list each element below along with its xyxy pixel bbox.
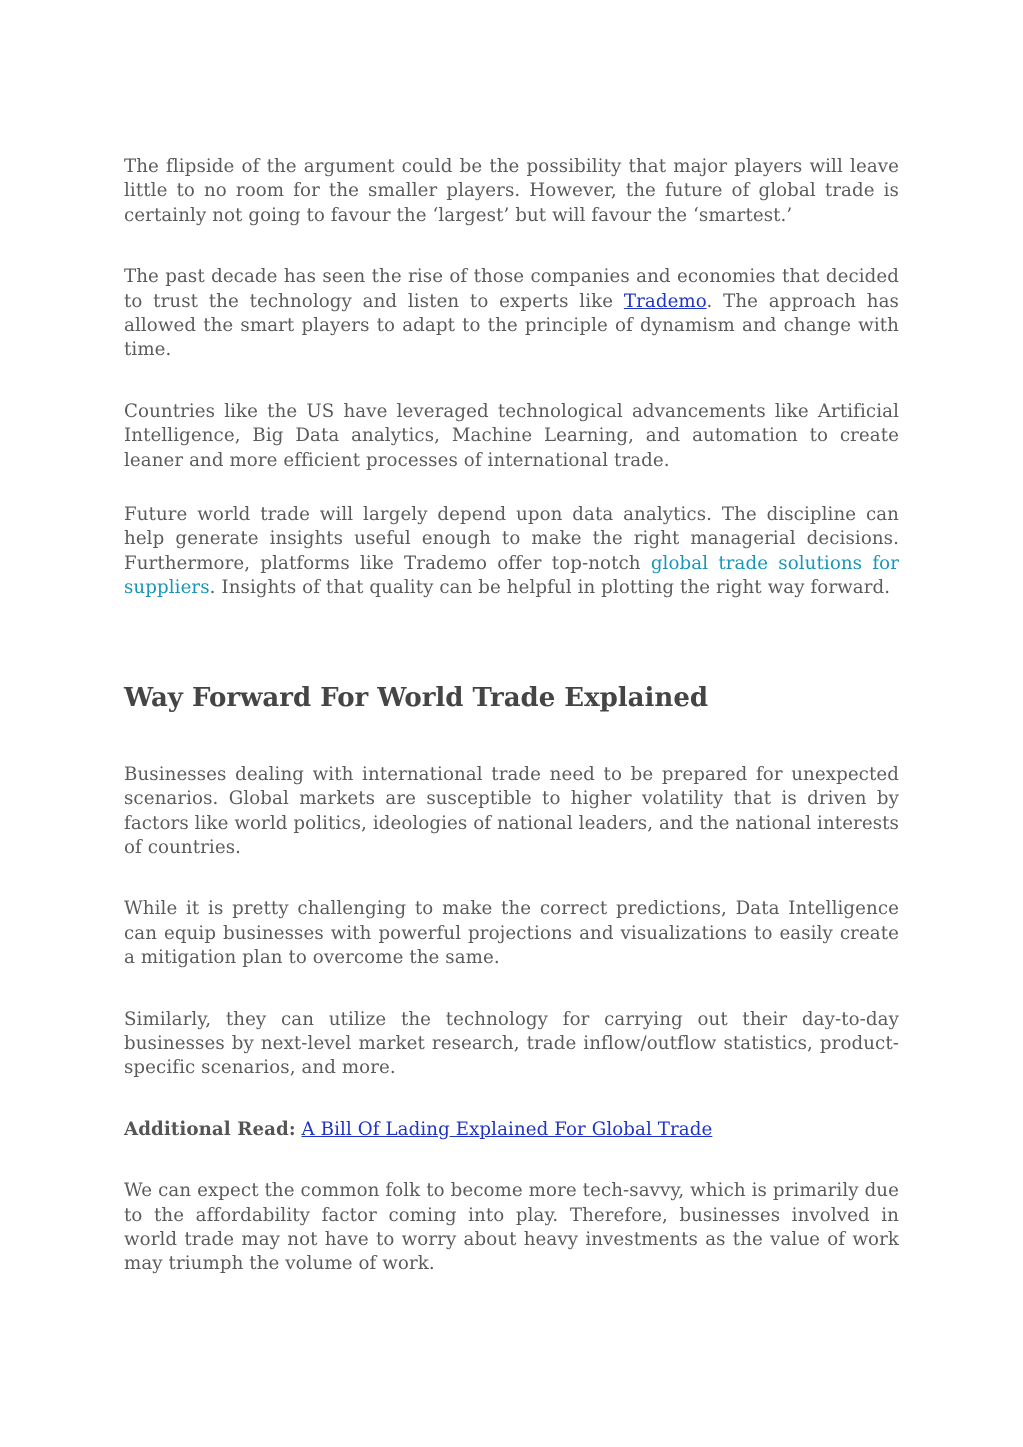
- global-trade-solutions-link[interactable]: global trade solutions for suppliers: [124, 552, 899, 599]
- additional-read-label: Additional Read:: [124, 1118, 296, 1140]
- trademo-link[interactable]: Trademo: [623, 290, 707, 312]
- paragraph-text: The past decade has seen the rise of those companies and economies that decided to trust the technology and listen to experts like: [124, 266, 899, 312]
- additional-read: [124, 1118, 899, 1142]
- section-heading: Way Forward For World Trade Explained: [124, 682, 709, 713]
- paragraph-text: . The approach has allowed the smart players to adapt to the principle of dynamism and change with time.: [124, 290, 899, 361]
- paragraph-common-folk: We can expect the common folk to become more tech-savvy, which is primarily due to the affordability factor coming into play. Therefore, businesses involved in world trade may not have to worry about heavy investments as the value of work may triumph the volume of work.: [124, 1180, 899, 1275]
- document-page: [124, 155, 899, 1277]
- paragraph-predictions: While it is pretty challenging to make the correct predictions, Data Intelligence can equip businesses with powerful projections and visualizations to easily create a mitigation plan to overcome the same.: [124, 898, 899, 969]
- paragraph-countries: Countries like the US have leveraged technological advancements like Artificial Intelligence, Big Data analytics, Machine Learning, and automation to create leaner and more efficient processes of international trade.: [124, 400, 899, 471]
- bill-of-lading-link[interactable]: A Bill Of Lading Explained For Global Trade: [301, 1118, 713, 1140]
- paragraph-future-trade: [124, 503, 899, 601]
- paragraph-similarly: Similarly, they can utilize the technology for carrying out their day-to-day businesses by next-level market research, trade inflow/outflow statistics, product-specific scenarios, and more.: [124, 1008, 899, 1079]
- paragraph-text: . Insights of that quality can be helpful in plotting the right way forward.: [209, 577, 891, 599]
- paragraph-text: Future world trade will largely depend upon data analytics. The discipline can help generate insights useful enough to make the right managerial decisions. Furthermore, platforms like Trademo offer top-notch: [124, 504, 899, 574]
- paragraph-businesses: Businesses dealing with international trade need to be prepared for unexpected scenarios. Global markets are susceptible to higher volatility that is driven by factors like world politics, ideologies of national leaders, and the national interests of countries.: [124, 763, 899, 858]
- paragraph-flipside: The flipside of the argument could be the possibility that major players will leave little to no room for the smaller players. However, the future of global trade is certainly not going to favour the ‘largest’ but will favour the ‘smartest.’: [124, 156, 899, 226]
- paragraph-past-decade: [124, 265, 899, 363]
